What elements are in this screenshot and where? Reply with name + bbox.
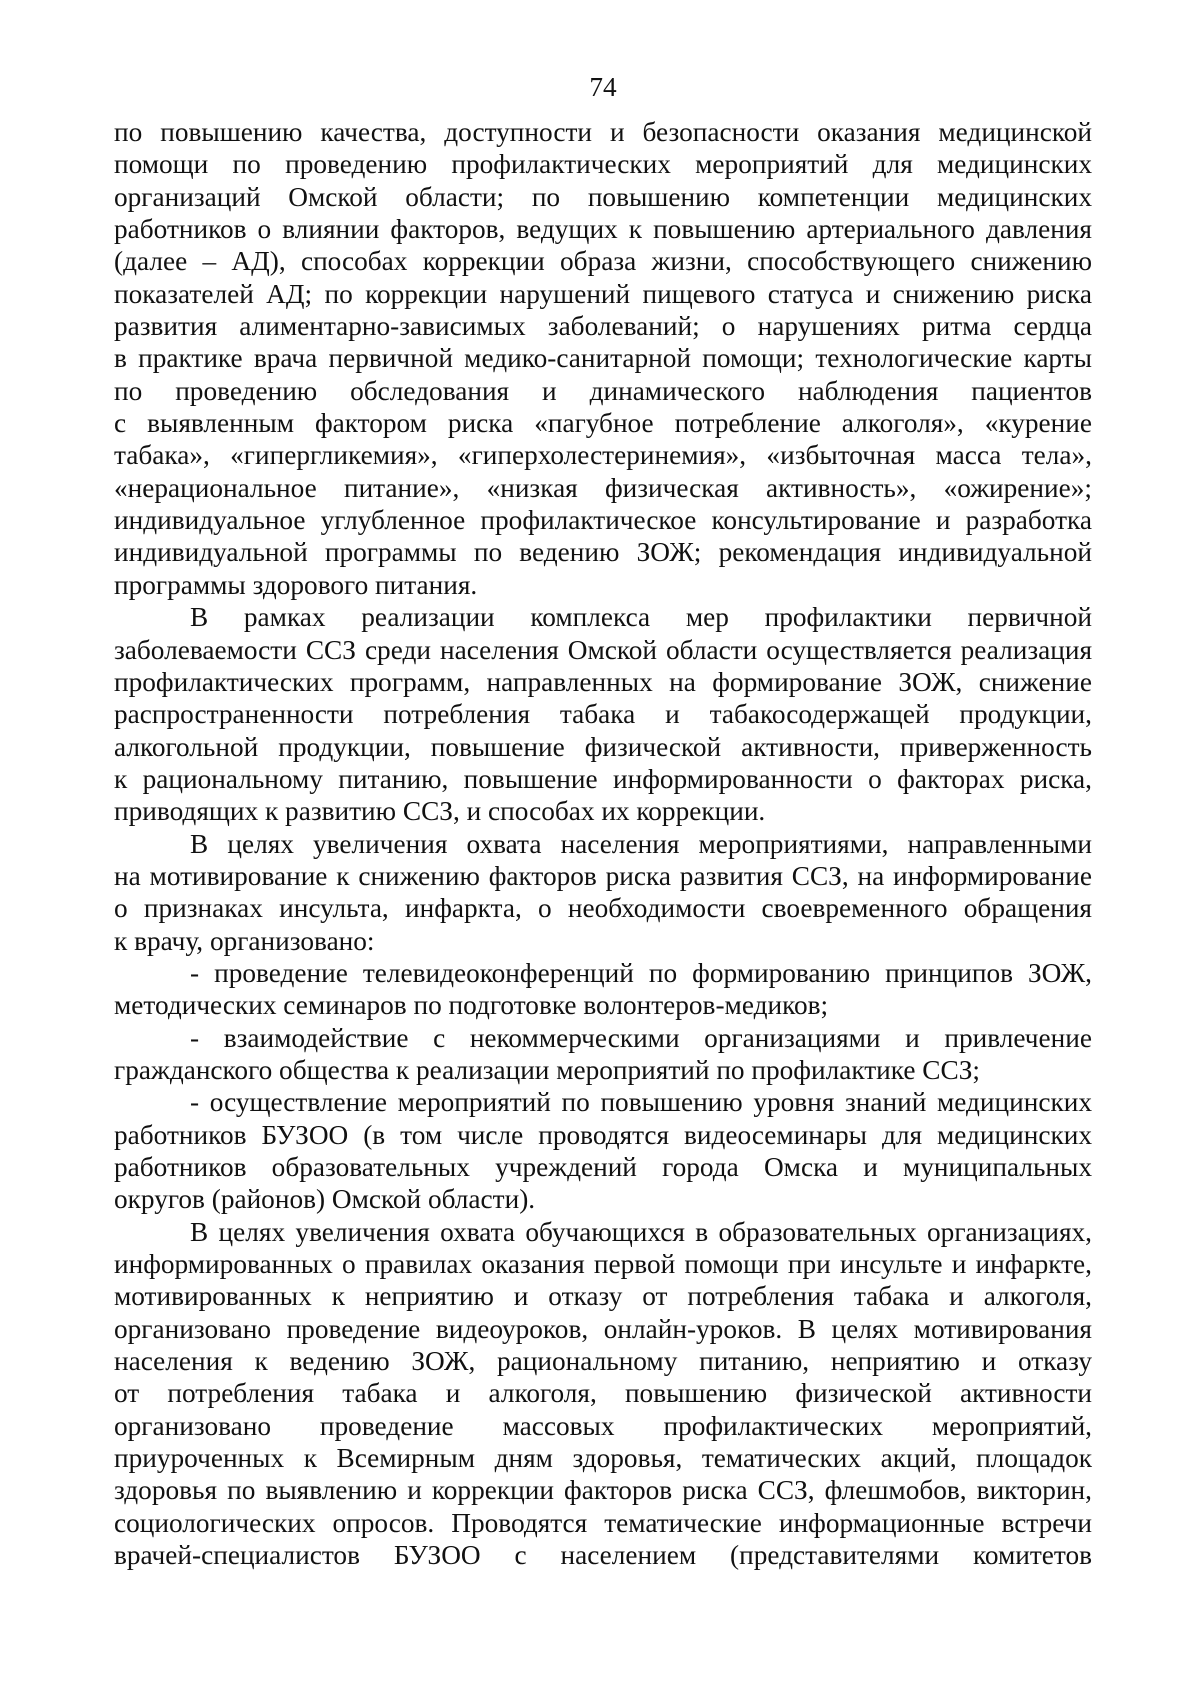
- text-line: организаций Омской области; по повышению компетенции медицинских: [114, 181, 1092, 212]
- page-number: 74: [589, 72, 617, 102]
- text-line: индивидуальное углубленное профилактическое консультирование и разработка: [114, 505, 1092, 536]
- text-line: в практике врача первичной медико-санитарной помощи; технологические карты: [114, 343, 1092, 374]
- text-line: населения к ведению ЗОЖ, рациональному питанию, неприятию и отказу: [114, 1346, 1092, 1377]
- text-line: В рамках реализации комплекса мер профилактики первичной: [190, 602, 1092, 633]
- text-line: мотивированных к неприятию и отказу от потребления табака и алкоголя,: [114, 1281, 1092, 1312]
- text-line: профилактических программ, направленных на формирование ЗОЖ, снижение: [114, 666, 1092, 697]
- body-text: [114, 116, 1092, 1571]
- text-line: гражданского общества к реализации мероприятий по профилактике ССЗ;: [114, 1054, 980, 1085]
- text-line: о признаках инсульта, инфаркта, о необходимости своевременного обращения: [114, 893, 1092, 924]
- text-line: по проведению обследования и динамического наблюдения пациентов: [114, 375, 1092, 406]
- text-line: работников образовательных учреждений города Омска и муниципальных: [114, 1152, 1092, 1182]
- text-line: методических семинаров по подготовке волонтеров-медиков;: [114, 990, 829, 1021]
- text-line: развития алиментарно-зависимых заболеваний; о нарушениях ритма сердца: [114, 311, 1092, 342]
- text-line: показателей АД; по коррекции нарушений пищевого статуса и снижению риска: [114, 278, 1092, 309]
- text-line: работников о влиянии факторов, ведущих к повышению артериального давления: [114, 214, 1092, 245]
- text-line: алкогольной продукции, повышение физической активности, приверженность: [114, 731, 1092, 762]
- text-line: информированных о правилах оказания первой помощи при инсульте и инфаркте,: [114, 1249, 1092, 1280]
- text-line: на мотивирование к снижению факторов риска развития ССЗ, на информирование: [114, 860, 1092, 891]
- text-line: приводящих к развитию ССЗ, и способах их коррекции.: [114, 796, 766, 827]
- text-line: к врачу, организовано:: [114, 925, 375, 956]
- text-line: к рациональному питанию, повышение информированности о факторах риска,: [114, 763, 1092, 794]
- text-line: приуроченных к Всемирным дням здоровья, тематических акций, площадок: [114, 1443, 1092, 1474]
- text-line: врачей-специалистов БУЗОО с населением (представителями комитетов: [114, 1540, 1092, 1571]
- text-line: здоровья по выявлению и коррекции факторов риска ССЗ, флешмобов, викторин,: [114, 1475, 1092, 1506]
- text-line: организовано проведение массовых профилактических мероприятий,: [114, 1410, 1092, 1441]
- text-line: округов (районов) Омской области).: [114, 1184, 536, 1215]
- text-line: - взаимодействие с некоммерческими организациями и привлечение: [190, 1022, 1092, 1053]
- text-line: - осуществление мероприятий по повышению уровня знаний медицинских: [190, 1087, 1092, 1118]
- text-line: работников БУЗОО (в том числе проводятся видеосеминары для медицинских: [114, 1119, 1092, 1150]
- text-line: помощи по проведению профилактических мероприятий для медицинских: [114, 149, 1092, 180]
- text-line: социологических опросов. Проводятся тематические информационные встречи: [114, 1507, 1092, 1538]
- text-line: распространенности потребления табака и табакосодержащей продукции,: [114, 699, 1092, 730]
- text-line: В целях увеличения охвата обучающихся в образовательных организациях,: [190, 1216, 1092, 1247]
- text-line: заболеваемости ССЗ среди населения Омской области осуществляется реализация: [114, 634, 1092, 665]
- text-line: табака», «гипергликемия», «гиперхолестеринемия», «избыточная масса тела»,: [114, 440, 1092, 471]
- text-line: - проведение телевидеоконференций по формированию принципов ЗОЖ,: [190, 957, 1092, 988]
- text-line: с выявленным фактором риска «пагубное потребление алкоголя», «курение: [114, 408, 1092, 439]
- text-line: (далее – АД), способах коррекции образа жизни, способствующего снижению: [114, 246, 1092, 277]
- text-line: от потребления табака и алкоголя, повышению физической активности: [114, 1378, 1092, 1409]
- text-line: по повышению качества, доступности и безопасности оказания медицинской: [114, 117, 1092, 147]
- text-line: индивидуальной программы по ведению ЗОЖ; рекомендация индивидуальной: [114, 537, 1092, 568]
- text-line: В целях увеличения охвата населения мероприятиями, направленными: [190, 828, 1092, 859]
- text-line: программы здорового питания.: [114, 569, 478, 600]
- text-line: организовано проведение видеоуроков, онлайн-уроков. В целях мотивирования: [114, 1313, 1092, 1344]
- text-line: «нерациональное питание», «низкая физическая активность», «ожирение»;: [114, 472, 1092, 503]
